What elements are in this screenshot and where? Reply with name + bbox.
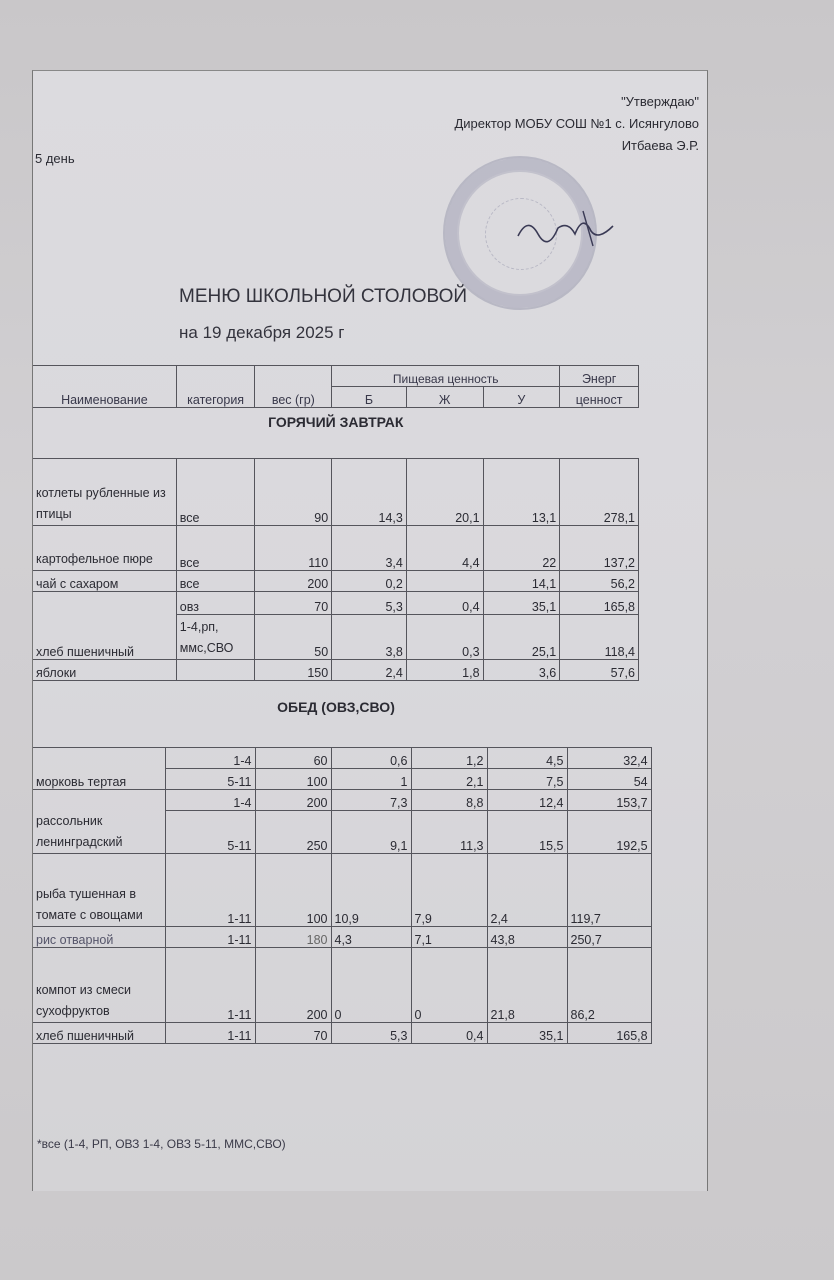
item-b: 7,3 [331, 790, 411, 811]
item-weight: 150 [255, 660, 332, 681]
item-zh: 0 [411, 948, 487, 1023]
item-zh [406, 571, 483, 592]
item-name: яблоки [33, 660, 176, 681]
item-zh: 0,4 [411, 1023, 487, 1044]
item-u: 15,5 [487, 811, 567, 854]
item-u: 35,1 [483, 592, 560, 615]
item-b: 0,6 [331, 748, 411, 769]
item-weight: 180 [255, 927, 331, 948]
header-energy-bottom: ценност [560, 387, 639, 408]
item-zh: 7,1 [411, 927, 487, 948]
item-u: 43,8 [487, 927, 567, 948]
item-energy: 165,8 [560, 592, 639, 615]
item-u: 3,6 [483, 660, 560, 681]
item-energy: 137,2 [560, 526, 639, 571]
item-b: 9,1 [331, 811, 411, 854]
lunch-title: ОБЕД (ОВЗ,СВО) [277, 699, 395, 715]
item-category: 1-11 [165, 948, 255, 1023]
menu-sheet [32, 70, 708, 1191]
item-category: 1-4 [165, 790, 255, 811]
item-u: 13,1 [483, 459, 560, 526]
header-zh: Ж [406, 387, 483, 408]
item-u: 35,1 [487, 1023, 567, 1044]
item-weight: 100 [255, 854, 331, 927]
item-weight: 100 [255, 769, 331, 790]
item-weight: 200 [255, 571, 332, 592]
header-weight: вес (гр) [255, 366, 332, 408]
item-category: 5-11 [165, 811, 255, 854]
item-zh: 7,9 [411, 854, 487, 927]
item-name: чай с сахаром [33, 571, 176, 592]
header-name: Наименование [33, 366, 176, 408]
item-name: морковь тертая [33, 748, 165, 790]
item-zh: 20,1 [406, 459, 483, 526]
item-energy: 57,6 [560, 660, 639, 681]
header-b: Б [332, 387, 407, 408]
approval-line-1: "Утверждаю" [621, 94, 699, 109]
table-row [33, 854, 651, 927]
table-row [33, 948, 651, 1023]
item-energy: 32,4 [567, 748, 651, 769]
item-b: 1 [331, 769, 411, 790]
item-u: 12,4 [487, 790, 567, 811]
item-b: 5,3 [332, 592, 407, 615]
item-name: рассольник ленинградский [33, 790, 165, 854]
approval-block [454, 91, 699, 157]
item-category: 1-11 [165, 927, 255, 948]
item-b: 5,3 [331, 1023, 411, 1044]
item-energy: 153,7 [567, 790, 651, 811]
item-category: все [176, 526, 255, 571]
item-category: 1-4 [165, 748, 255, 769]
table-row [33, 459, 639, 526]
item-weight: 250 [255, 811, 331, 854]
approval-line-2: Директор МОБУ СОШ №1 с. Исянгулово [454, 116, 699, 131]
header-u: У [483, 387, 560, 408]
item-weight: 50 [255, 615, 332, 660]
table-row [33, 1023, 651, 1044]
item-weight: 90 [255, 459, 332, 526]
item-u: 25,1 [483, 615, 560, 660]
header-row-top [33, 366, 639, 387]
item-b: 2,4 [332, 660, 407, 681]
item-name: рыба тушенная в томате с овощами [33, 854, 165, 927]
item-weight: 110 [255, 526, 332, 571]
item-category [176, 660, 255, 681]
item-category: 1-11 [165, 854, 255, 927]
item-zh: 1,8 [406, 660, 483, 681]
item-energy: 250,7 [567, 927, 651, 948]
footnote: *все (1-4, РП, ОВЗ 1-4, ОВЗ 5-11, ММС,СВО) [37, 1137, 286, 1151]
item-category: 1-4,рп, ммс,СВО [176, 615, 255, 660]
table-row [33, 748, 651, 769]
item-u: 14,1 [483, 571, 560, 592]
item-b: 0,2 [332, 571, 407, 592]
item-energy: 118,4 [560, 615, 639, 660]
item-name: хлеб пшеничный [33, 592, 176, 660]
item-b: 3,8 [332, 615, 407, 660]
item-zh: 0,4 [406, 592, 483, 615]
item-zh: 8,8 [411, 790, 487, 811]
item-energy: 192,5 [567, 811, 651, 854]
item-u: 4,5 [487, 748, 567, 769]
lunch-table [33, 723, 652, 1044]
item-b: 10,9 [331, 854, 411, 927]
item-b: 14,3 [332, 459, 407, 526]
table-row [33, 526, 639, 571]
item-u: 21,8 [487, 948, 567, 1023]
page-subtitle: на 19 декабря 2025 г [179, 323, 345, 342]
item-energy: 119,7 [567, 854, 651, 927]
page-title: МЕНЮ ШКОЛЬНОЙ СТОЛОВОЙ [179, 286, 468, 307]
item-weight: 200 [255, 790, 331, 811]
item-weight: 60 [255, 748, 331, 769]
table-row [33, 592, 639, 615]
day-label: 5 день [35, 151, 75, 166]
header-category: категория [176, 366, 255, 408]
item-category: овз [176, 592, 255, 615]
item-name: рис отварной [33, 927, 165, 948]
item-zh: 11,3 [411, 811, 487, 854]
item-weight: 200 [255, 948, 331, 1023]
breakfast-title: ГОРЯЧИЙ ЗАВТРАК [33, 408, 639, 459]
item-zh: 2,1 [411, 769, 487, 790]
item-energy: 165,8 [567, 1023, 651, 1044]
approval-line-3: Итбаева Э.Р. [621, 138, 699, 153]
item-b: 4,3 [331, 927, 411, 948]
item-category: все [176, 571, 255, 592]
item-weight: 70 [255, 1023, 331, 1044]
item-u: 7,5 [487, 769, 567, 790]
director-signature [513, 206, 623, 251]
table-row [33, 660, 639, 681]
item-energy: 86,2 [567, 948, 651, 1023]
item-category: все [176, 459, 255, 526]
item-name: компот из смеси сухофруктов [33, 948, 165, 1023]
header-nutrition: Пищевая ценность [332, 366, 560, 387]
item-weight: 70 [255, 592, 332, 615]
table-row [33, 571, 639, 592]
table-row [33, 790, 651, 811]
item-u: 22 [483, 526, 560, 571]
header-energy-top: Энерг [560, 366, 639, 387]
item-zh: 1,2 [411, 748, 487, 769]
breakfast-section-row [33, 408, 639, 459]
item-category: 5-11 [165, 769, 255, 790]
item-name: котлеты рубленные из птицы [33, 459, 176, 526]
table-row [33, 927, 651, 948]
lunch-spacer-row [33, 723, 651, 748]
item-b: 0 [331, 948, 411, 1023]
item-energy: 278,1 [560, 459, 639, 526]
breakfast-table [33, 365, 639, 681]
item-b: 3,4 [332, 526, 407, 571]
item-zh: 0,3 [406, 615, 483, 660]
item-energy: 54 [567, 769, 651, 790]
item-u: 2,4 [487, 854, 567, 927]
item-energy: 56,2 [560, 571, 639, 592]
item-category: 1-11 [165, 1023, 255, 1044]
item-name: картофельное пюре [33, 526, 176, 571]
item-zh: 4,4 [406, 526, 483, 571]
item-name: хлеб пшеничный [33, 1023, 165, 1044]
